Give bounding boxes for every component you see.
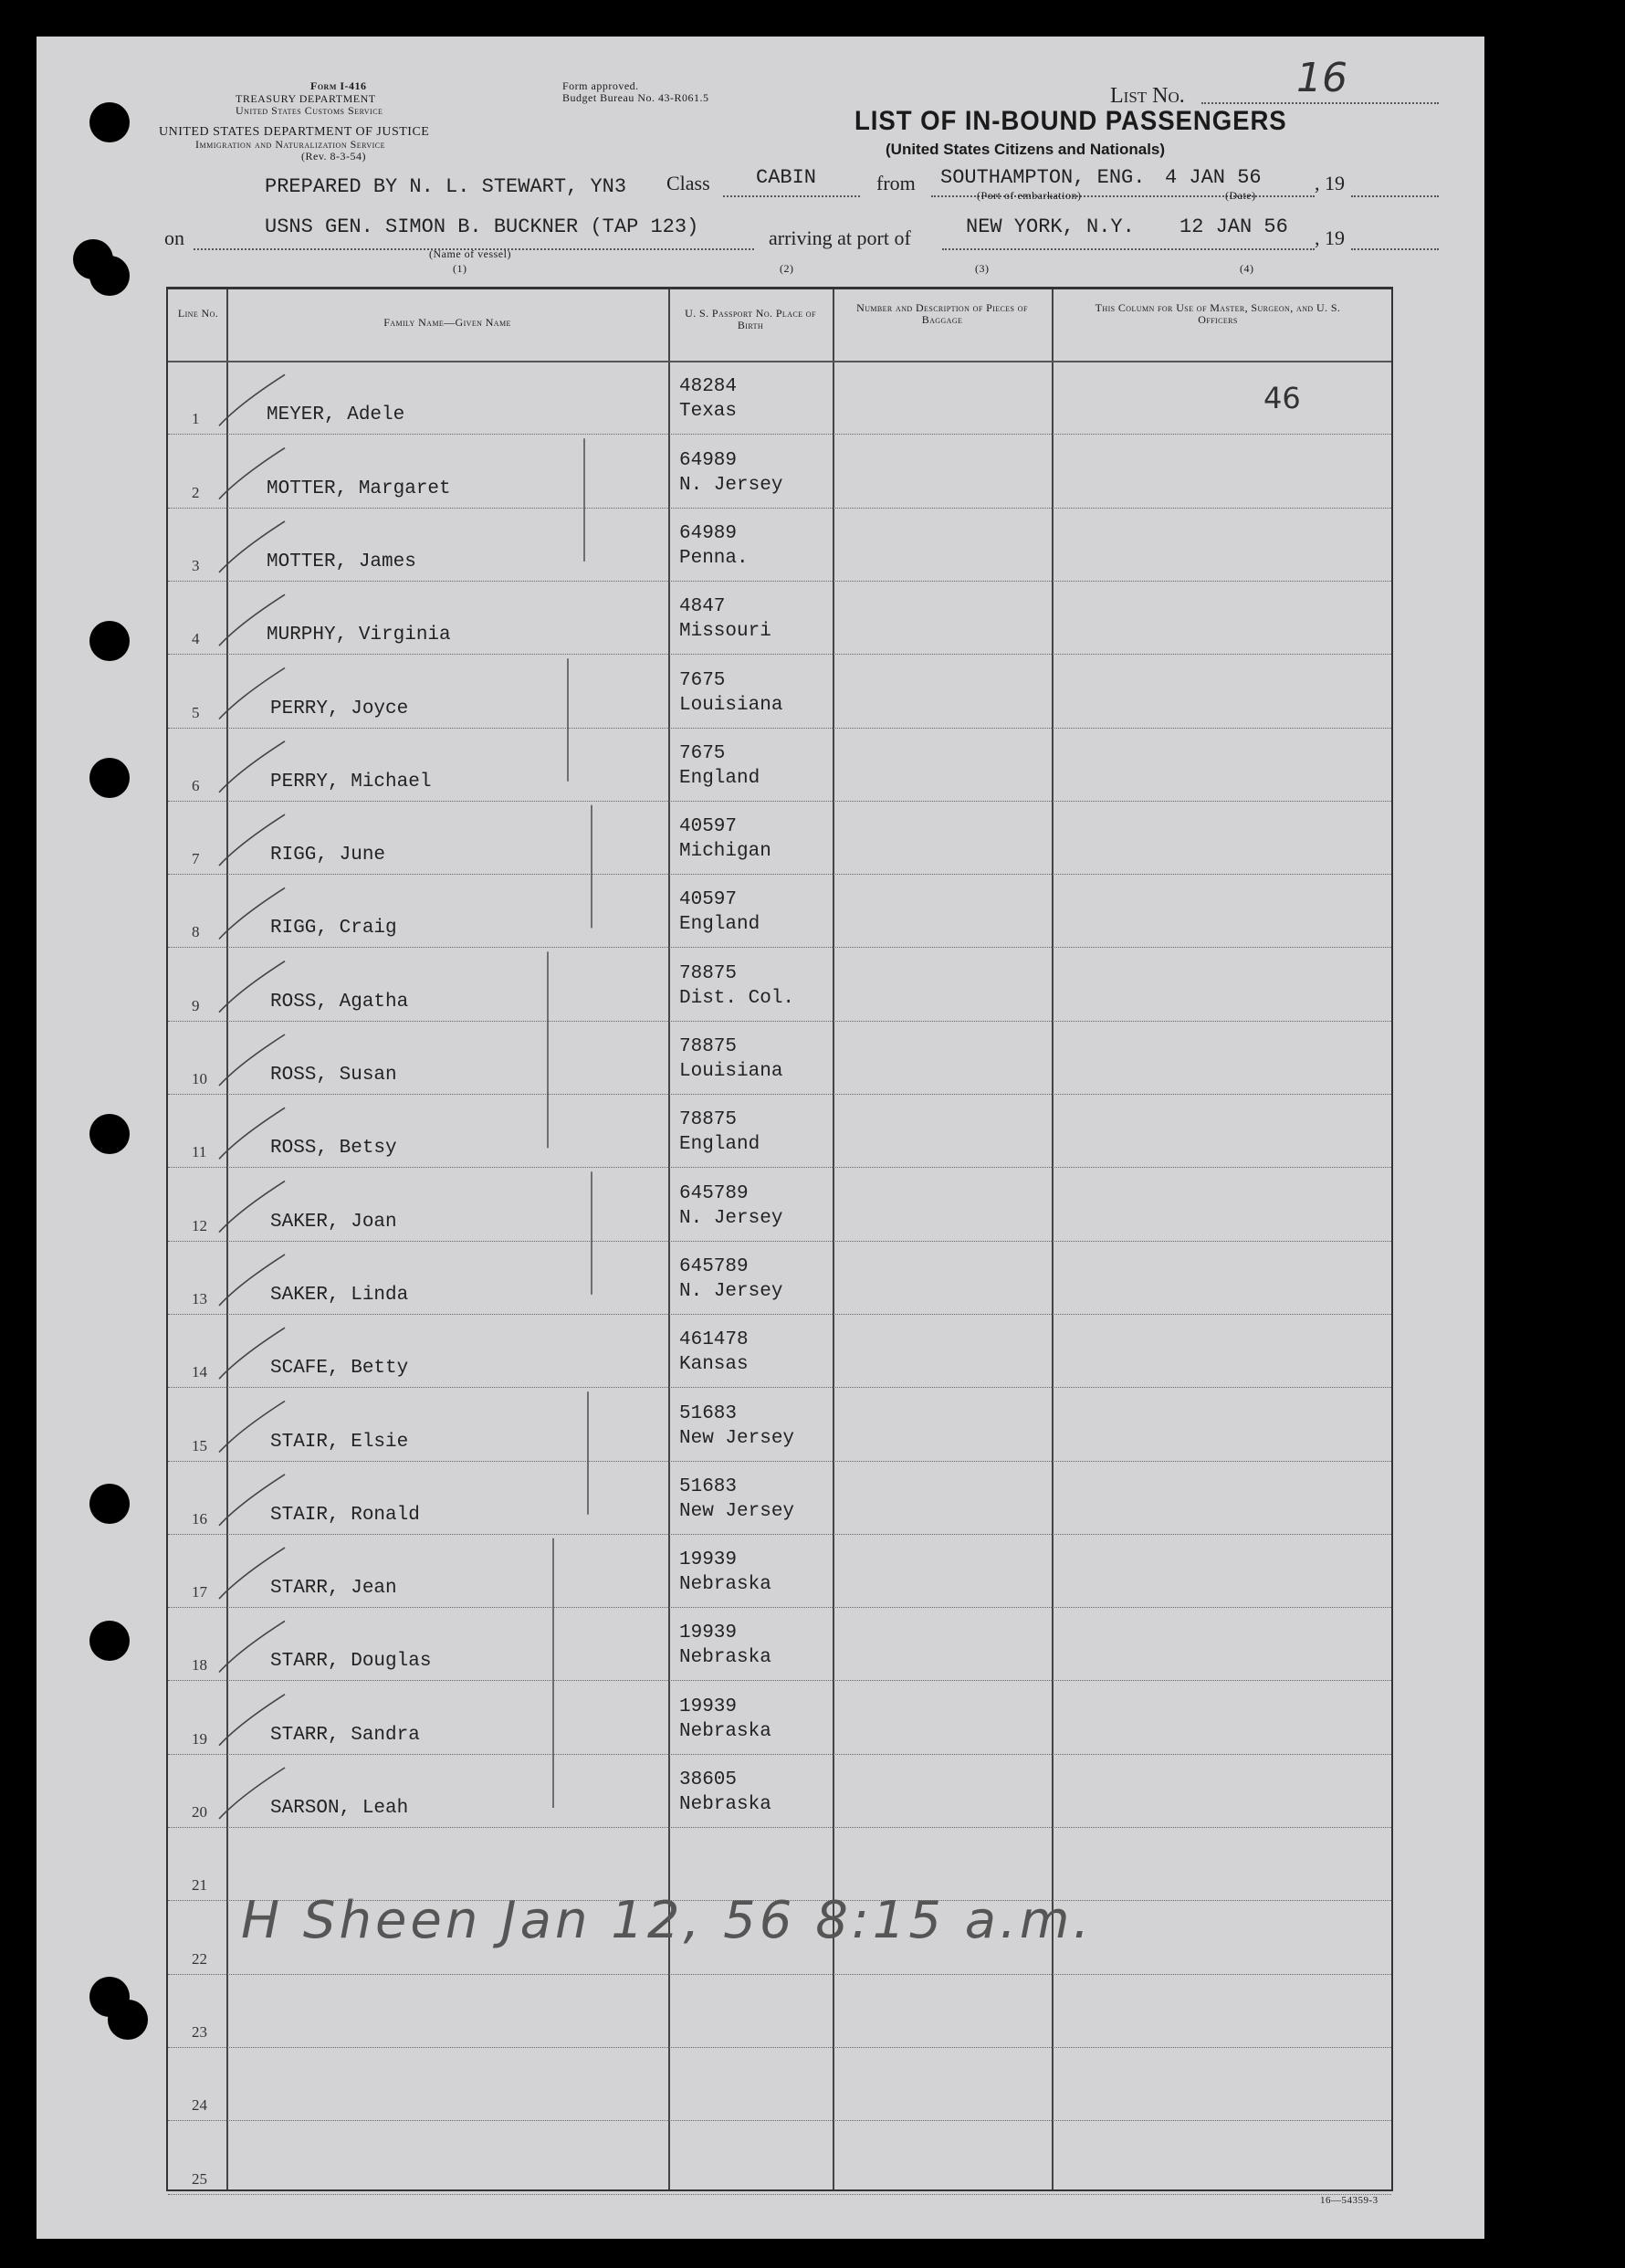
budget-bureau: Budget Bureau No. 43-R061.5: [562, 91, 709, 104]
place-of-birth: N. Jersey: [679, 474, 783, 496]
caption-embarkation: (Port of embarkation): [977, 189, 1082, 202]
form-number: Form I-416: [310, 79, 367, 92]
check-mark: [219, 1181, 285, 1233]
line-number: 17: [192, 1583, 207, 1601]
passenger-name: MURPHY, Virginia: [267, 625, 451, 646]
embarkation-date: 4 JAN 56: [1165, 166, 1262, 189]
form-revision: (Rev. 8-3-54): [301, 150, 367, 163]
page-subtitle: (United States Citizens and Nationals): [886, 141, 1166, 158]
check-mark: [219, 1034, 285, 1086]
arrival-date: 12 JAN 56: [1179, 215, 1288, 238]
passport-number: 645789: [679, 1255, 749, 1277]
line-number: 21: [192, 1876, 207, 1895]
passenger-name: SCAFE, Betty: [270, 1358, 409, 1380]
passenger-name: RIGG, June: [270, 845, 386, 866]
place-of-birth: Michigan: [679, 841, 771, 863]
passenger-name: SAKER, Joan: [270, 1211, 397, 1233]
port-of-embarkation: SOUTHAMPTON, ENG.: [940, 166, 1146, 189]
check-mark: [219, 1548, 285, 1599]
page-title: LIST OF IN-BOUND PASSENGERS: [854, 106, 1287, 136]
passport-number: 4847: [679, 596, 726, 618]
passport-number: 64989: [679, 522, 738, 544]
line-number: 13: [192, 1289, 207, 1307]
caption-n4: (4): [1240, 262, 1254, 275]
line-number: 22: [192, 1949, 207, 1968]
passenger-name: MOTTER, James: [267, 551, 416, 572]
place-of-birth: Missouri: [679, 621, 771, 643]
check-mark: [219, 1108, 285, 1159]
passenger-name: SAKER, Linda: [270, 1284, 409, 1306]
passenger-name: MEYER, Adele: [267, 404, 405, 426]
place-of-birth: Nebraska: [679, 1647, 771, 1669]
check-mark: [219, 1475, 285, 1526]
place-of-birth: England: [679, 767, 760, 789]
class-label: Class: [666, 172, 710, 194]
pencil-marks: [37, 37, 1484, 2239]
place-of-birth: New Jersey: [679, 1427, 795, 1449]
line-number: 25: [192, 2169, 207, 2188]
line-number: 16: [192, 1509, 207, 1528]
header-line-no: Line No.: [177, 307, 219, 320]
dept-ins: Immigration and Naturalization Service: [195, 138, 386, 151]
passport-number: 461478: [679, 1329, 749, 1351]
passport-number: 40597: [679, 889, 738, 911]
on-label: on: [164, 226, 184, 249]
passport-number: 48284: [679, 376, 738, 398]
line-number: 20: [192, 1803, 207, 1821]
check-mark: [219, 374, 285, 425]
check-mark: [219, 814, 285, 866]
caption-n1: (1): [453, 262, 467, 275]
passenger-name: ROSS, Susan: [270, 1065, 397, 1086]
line-number: 18: [192, 1656, 207, 1675]
header-baggage: Number and Description of Pieces of Baggage: [856, 301, 1028, 326]
line-number: 19: [192, 1729, 207, 1748]
line-number: 10: [192, 1070, 207, 1087]
passport-number: 19939: [679, 1549, 738, 1571]
dept-treasury: TREASURY DEPARTMENT: [236, 92, 376, 105]
line-number: 9: [192, 996, 200, 1014]
place-of-birth: Louisiana: [679, 1061, 783, 1082]
dept-justice: UNITED STATES DEPARTMENT OF JUSTICE: [159, 125, 430, 139]
manifest-page: [37, 37, 1484, 2239]
header-officers: This Column for Use of Master, Surgeon, and U. S. Officers: [1095, 301, 1341, 326]
passport-number: 51683: [679, 1402, 738, 1424]
check-mark: [219, 521, 285, 572]
passport-number: 7675: [679, 669, 726, 691]
list-number-handwritten: 16: [1296, 55, 1347, 101]
officer-note: 46: [1263, 381, 1301, 415]
header-name: Family Name—Given Name: [383, 316, 511, 329]
passenger-name: ROSS, Agatha: [270, 991, 409, 1013]
passenger-name: STARR, Jean: [270, 1578, 397, 1600]
passenger-name: STAIR, Elsie: [270, 1431, 409, 1453]
check-mark: [219, 448, 285, 499]
passenger-name: MOTTER, Margaret: [267, 478, 451, 499]
passport-number: 19939: [679, 1622, 738, 1644]
passenger-name: PERRY, Michael: [270, 771, 432, 793]
year-suffix: , 19: [1315, 172, 1345, 194]
check-mark: [219, 1255, 285, 1306]
check-mark: [219, 1695, 285, 1746]
caption-date: (Date): [1225, 189, 1256, 202]
place-of-birth: Nebraska: [679, 1794, 771, 1815]
place-of-birth: New Jersey: [679, 1500, 795, 1522]
place-of-birth: England: [679, 1134, 760, 1156]
form-approved: Form approved.: [562, 79, 639, 92]
line-number: 24: [192, 2096, 207, 2115]
line-number: 11: [192, 1143, 207, 1161]
caption-n3: (3): [975, 262, 990, 275]
line-number: 14: [192, 1363, 207, 1381]
line-number: 1: [192, 410, 200, 428]
passenger-name: SARSON, Leah: [270, 1798, 409, 1819]
line-number: 7: [192, 850, 200, 868]
line-number: 5: [192, 703, 200, 721]
footer-code: 16—54359-3: [1320, 2195, 1379, 2206]
line-number: 12: [192, 1216, 207, 1234]
passenger-name: STAIR, Ronald: [270, 1504, 420, 1526]
passport-number: 78875: [679, 1036, 738, 1057]
caption-vessel: (Name of vessel): [429, 247, 511, 260]
dept-customs: United States Customs Service: [236, 104, 383, 117]
check-mark: [219, 1621, 285, 1672]
arrival-port: NEW YORK, N.Y.: [966, 215, 1135, 238]
place-of-birth: N. Jersey: [679, 1280, 783, 1302]
place-of-birth: Penna.: [679, 547, 749, 569]
check-mark: [219, 1768, 285, 1819]
place-of-birth: Louisiana: [679, 694, 783, 716]
passport-number: 38605: [679, 1769, 738, 1790]
inspection-signature: H Sheen Jan 12, 56 8:15 a.m.: [241, 1891, 1094, 1950]
check-mark: [219, 887, 285, 939]
line-number: 2: [192, 483, 200, 501]
passport-number: 645789: [679, 1182, 749, 1204]
line-number: 23: [192, 2022, 207, 2041]
passenger-name: PERRY, Joyce: [270, 698, 409, 719]
passport-number: 19939: [679, 1696, 738, 1717]
line-number: 6: [192, 776, 200, 794]
place-of-birth: England: [679, 914, 760, 936]
check-mark: [219, 741, 285, 793]
header-passport: U. S. Passport No. Place of Birth: [685, 307, 816, 331]
prepared-by: PREPARED BY N. L. STEWART, YN3: [265, 175, 627, 198]
line-number: 15: [192, 1436, 207, 1454]
passport-number: 64989: [679, 449, 738, 471]
place-of-birth: Kansas: [679, 1354, 749, 1376]
passport-number: 78875: [679, 1109, 738, 1131]
place-of-birth: N. Jersey: [679, 1207, 783, 1229]
passport-number: 51683: [679, 1475, 738, 1497]
passenger-name: ROSS, Betsy: [270, 1138, 397, 1160]
line-number: 4: [192, 630, 200, 648]
class-value: CABIN: [756, 166, 817, 189]
arriving-label: arriving at port of: [769, 226, 911, 249]
passenger-name: RIGG, Craig: [270, 918, 397, 940]
check-mark: [219, 668, 285, 719]
place-of-birth: Nebraska: [679, 1720, 771, 1742]
check-mark: [219, 1402, 285, 1453]
passenger-name: STARR, Douglas: [270, 1651, 432, 1673]
list-no-label: List No.: [1110, 84, 1185, 108]
year-suffix-2: , 19: [1315, 226, 1345, 249]
from-label: from: [876, 172, 916, 194]
place-of-birth: Texas: [679, 401, 738, 423]
check-mark: [219, 1328, 285, 1379]
passport-number: 40597: [679, 816, 738, 838]
check-mark: [219, 961, 285, 1013]
passport-number: 7675: [679, 742, 726, 764]
caption-n2: (2): [780, 262, 794, 275]
place-of-birth: Nebraska: [679, 1574, 771, 1596]
line-number: 8: [192, 923, 200, 941]
line-number: 3: [192, 556, 200, 574]
vessel-name: USNS GEN. SIMON B. BUCKNER (TAP 123): [265, 215, 699, 238]
passport-number: 78875: [679, 962, 738, 984]
passenger-name: STARR, Sandra: [270, 1724, 420, 1746]
place-of-birth: Dist. Col.: [679, 987, 795, 1009]
check-mark: [219, 594, 285, 646]
